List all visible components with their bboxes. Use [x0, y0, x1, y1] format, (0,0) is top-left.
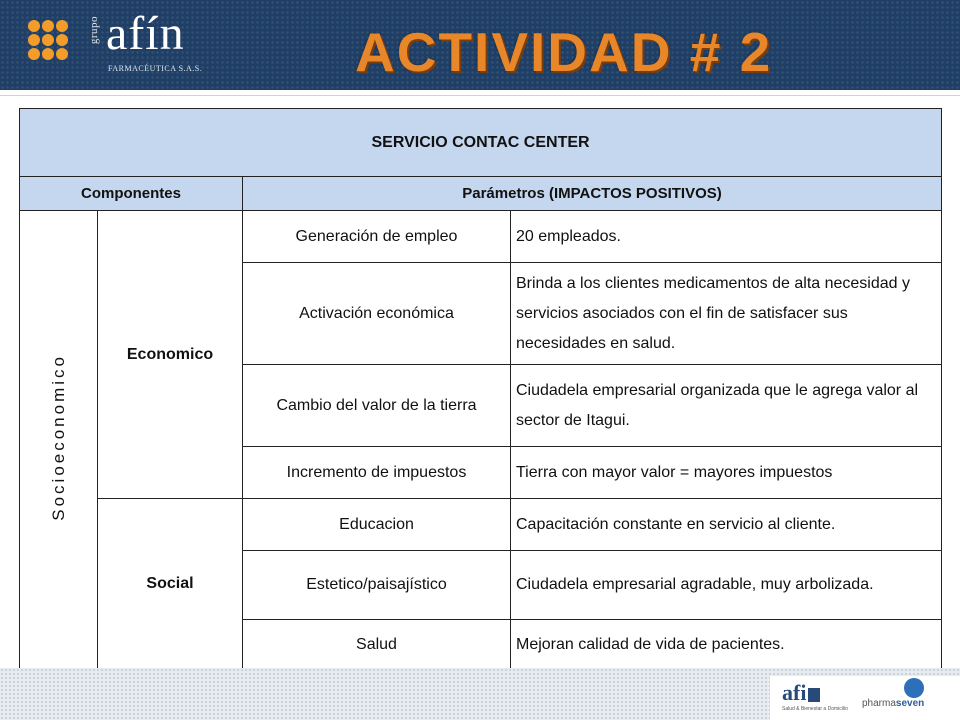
desc-cell: Tierra con mayor valor = mayores impuestos — [511, 447, 942, 499]
afi-tagline: Salud & Bienestar a Domicilio — [782, 706, 848, 712]
table-title-row — [20, 109, 942, 177]
desc-cell: Ciudadela empresarial agradable, muy arbolizada. — [511, 551, 942, 620]
footer-band — [0, 668, 960, 720]
param-cell: Incremento de impuestos — [243, 447, 511, 499]
desc-cell: Mejoran calidad de vida de pacientes. — [511, 620, 942, 670]
header-componentes: Componentes — [20, 177, 243, 211]
afi-box-icon — [808, 688, 820, 702]
dots-logo-icon — [28, 20, 80, 72]
logo-name-text: afín — [106, 7, 185, 60]
footer-logos — [770, 676, 960, 720]
page-title: ACTIVIDAD # 2 — [355, 21, 773, 83]
group-social: Social — [98, 499, 243, 670]
category-label: Socioeconomico — [48, 354, 68, 521]
table-row — [20, 211, 942, 263]
header-divider — [0, 90, 960, 96]
param-cell: Cambio del valor de la tierra — [243, 365, 511, 447]
category-cell — [20, 211, 98, 670]
pharma-suffix: seven — [895, 698, 925, 709]
afi-logo — [782, 680, 820, 706]
logo-grupo-text: grupo — [88, 16, 100, 45]
header-parametros: Parámetros (IMPACTOS POSITIVOS) — [243, 177, 942, 211]
table-header-row — [20, 177, 942, 211]
header-banner — [0, 0, 960, 90]
param-cell: Estetico/paisajístico — [243, 551, 511, 620]
desc-cell: Capacitación constante en servicio al cliente. — [511, 499, 942, 551]
param-cell: Activación económica — [243, 263, 511, 365]
desc-cell: Brinda a los clientes medicamentos de alta necesidad y servicios asociados con el fin de satisfacer sus necesidades en salud. — [511, 263, 942, 365]
desc-cell: 20 empleados. — [511, 211, 942, 263]
pharma-prefix: pharma — [862, 698, 896, 709]
afin-logo — [28, 7, 228, 76]
param-cell: Generación de empleo — [243, 211, 511, 263]
afi-logo-text: afi — [782, 680, 807, 705]
desc-cell: Ciudadela empresarial organizada que le agrega valor al sector de Itagui. — [511, 365, 942, 447]
logo-subtitle-text: FARMACÉUTICA S.A.S. — [108, 64, 203, 73]
impacts-table — [19, 108, 942, 670]
pharmaseven-globe-icon — [904, 678, 924, 698]
param-cell: Educacion — [243, 499, 511, 551]
param-cell: Salud — [243, 620, 511, 670]
table-title: SERVICIO CONTAC CENTER — [20, 109, 942, 177]
pharmaseven-logo — [862, 698, 924, 709]
table-row — [20, 499, 942, 551]
group-economico: Economico — [98, 211, 243, 499]
